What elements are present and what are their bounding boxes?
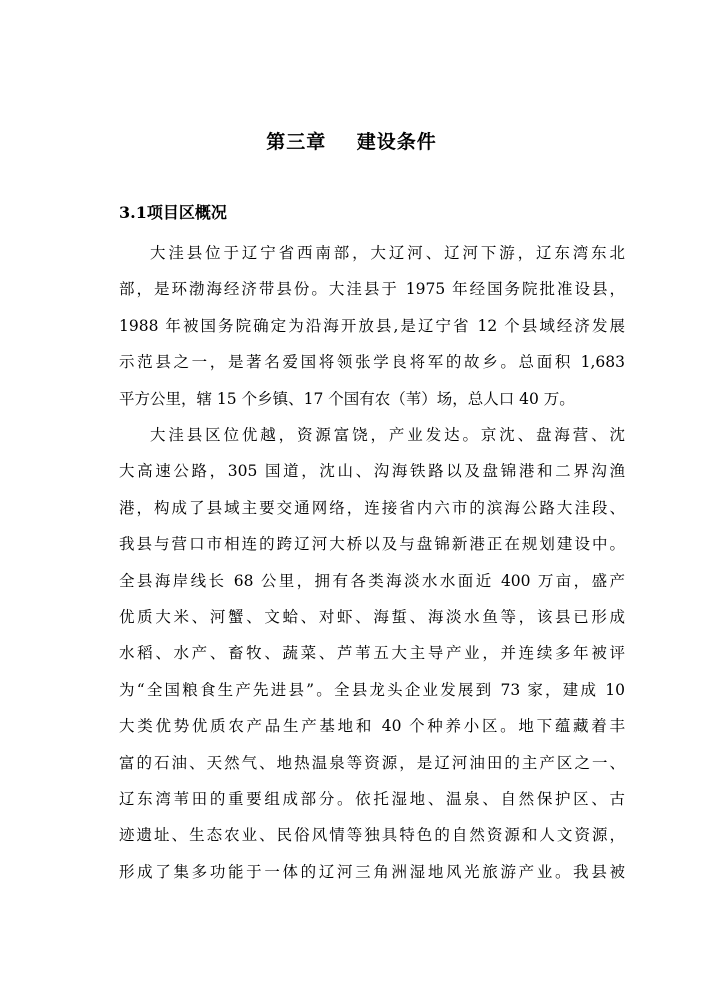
paragraph-line: 大类优势优质农产品生产基地和 40 个种养小区。地下蕴藏着丰 [119, 717, 625, 736]
paragraph-line: 部，是环渤海经济带县份。大洼县于 1975 年经国务院批准设县， [119, 280, 625, 299]
paragraph-line: 我县与营口市相连的跨辽河大桥以及与盘锦新港正在规划建设中。 [119, 535, 625, 554]
paragraph-line: 大洼县位于辽宁省西南部，大辽河、辽河下游，辽东湾东北 [150, 244, 625, 262]
paragraph-line: 水稻、水产、畜牧、蔬菜、芦苇五大主导产业，并连续多年被评 [119, 644, 625, 663]
chapter-title: 第三章 建设条件 [266, 131, 437, 153]
paragraph-line: 大洼县区位优越，资源富饶，产业发达。京沈、盘海营、沈 [150, 426, 625, 444]
section-heading: 3.1项目区概况 [119, 203, 227, 222]
paragraph-line: 示范县之一，是著名爱国将领张学良将军的故乡。总面积 1,683 [119, 353, 625, 372]
paragraph-line: 辽东湾苇田的重要组成部分。依托湿地、温泉、自然保护区、古 [119, 790, 625, 808]
paragraph-line: 为“全国粮食生产先进县”。全县龙头企业发展到 73 家，建成 10 [119, 680, 625, 699]
paragraph-line: 迹遗址、生态农业、民俗风情等独具特色的自然资源和人文资源， [119, 826, 625, 845]
paragraph-line: 富的石油、天然气、地热温泉等资源，是辽河油田的主产区之一、 [119, 753, 625, 772]
paragraph-line: 大高速公路，305 国道，沈山、沟海铁路以及盘锦港和二界沟渔 [119, 462, 625, 481]
paragraph-line: 1988 年被国务院确定为沿海开放县,是辽宁省 12 个县域经济发展 [119, 316, 625, 335]
paragraph-line: 优质大米、河蟹、文蛤、对虾、海蜇、海淡水鱼等，该县已形成 [119, 608, 625, 626]
paragraph-line: 平方公里，辖 15 个乡镇、17 个国有农（苇）场，总人口 40 万。 [119, 389, 575, 408]
paragraph-line: 港，构成了县域主要交通网络，连接省内六市的滨海公路大洼段、 [119, 498, 625, 517]
paragraph-line: 全县海岸线长 68 公里，拥有各类海淡水水面近 400 万亩，盛产 [119, 571, 625, 590]
paragraph-line: 形成了集多功能于一体的辽河三角洲湿地风光旅游产业。我县被 [119, 862, 625, 881]
